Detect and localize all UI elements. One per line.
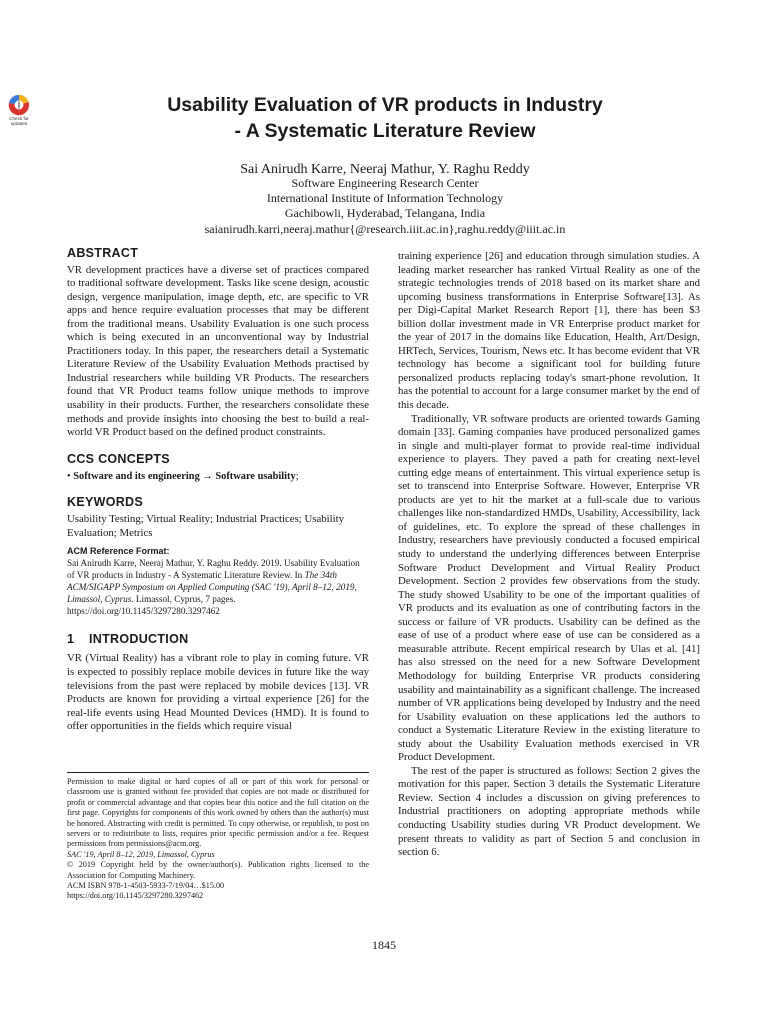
ccs-heading: CCS CONCEPTS xyxy=(67,451,170,466)
page-number: 1845 xyxy=(372,938,396,952)
keywords-heading: KEYWORDS xyxy=(67,494,144,509)
affiliation-block xyxy=(100,176,670,237)
title-line-2: - A Systematic Literature Review xyxy=(234,120,536,142)
author-list: Sai Anirudh Karre, Neeraj Mathur, Y. Raghu Reddy xyxy=(240,162,530,177)
introduction-heading: 1 INTRODUCTION xyxy=(67,631,189,646)
acm-reference-heading: ACM Reference Format: xyxy=(67,546,170,557)
left-column xyxy=(67,247,369,734)
affiliation-line: Software Engineering Research Center xyxy=(291,176,479,190)
isbn-line: ACM ISBN 978-1-4503-5933-7/19/04…$15.00 xyxy=(67,881,225,891)
title-line-1: Usability Evaluation of VR products in Industry xyxy=(167,94,603,116)
introduction-paragraph: VR (Virtual Reality) has a vibrant role to play in coming future. VR is expected to possibly replace mobile devices in future like the way televisions from the past were replaced by mobile devices [13]. VR Products are known for providing a virtual experience [26] for the real-life events using Head Mounted Devices (HMD). It is found to offer opportunities in the fields which require visual xyxy=(67,652,369,733)
body-paragraph: The rest of the paper is structured as follows: Section 2 gives the motivation for this paper. Section 3 details the Systematic Literature Review. Section 4 includes a discussion on giving preferences to Industrial practitioners on adopting appropriate methods while conducting Usability studies during VR Product development. We present threats to validity as part of Section 5 and conclusion in section 6. xyxy=(398,764,700,859)
copyright-notice: © 2019 Copyright held by the owner/author(s). Publication rights licensed to the Association for Computing Machinery. xyxy=(67,860,369,880)
venue-line: SAC '19, April 8–12, 2019, Limassol, Cyprus xyxy=(67,849,215,859)
body-paragraph: Traditionally, VR software products are oriented towards Gaming domain [33]. Gaming companies have produced personalized games in single and multi-player format to provide real-time individual experience to players. They paved a path for creating next-level cutting edge means of entertainment. This virtual experience setup is set to transcend into Enterprise Software. However, Enterprise VR products are yet to hit the market at a full-scale due to various challenges like non-standardized HMDs, Usability, Accessibility, lack of guidelines, etc. To explore the spread of these challenges in Industry, researchers have previously conducted a focused empirical study to understand the underlying differences between Enterprise Software Product Development and Virtual Reality Product Development. Section 2 provides few observations from the study. The study showed Usability to be one of the important qualities of VR products and its evaluation as one of contributing factors in the success or failure of VR products. Usability can be defined as the ease of use of a product where ease of use can be considered as a measurable attribute. Recent empirical research by Ulas et al. [41] has also stressed on the need for a new Software Development Methodology for building Enterprise VR products considering usability and maintainability as a significant challenge. The increased number of VR applications being developed by Industry and the need for Usability evaluation on these applications led the authors to conduct a Systematic Literature Review in the existing literature to study about the Usability Evaluation methods exercised in VR Product Development. xyxy=(398,412,700,764)
ccs-concept: Software and its engineering → Software usability xyxy=(73,471,296,483)
crossmark-icon xyxy=(4,93,34,117)
author-emails: saianirudh.karri,neeraj.mathur{@research.iiit.ac.in},raghu.reddy@iiit.ac.in xyxy=(204,221,566,236)
keywords-text: Usability Testing; Virtual Reality; Industrial Practices; Usability Evaluation; Metrics xyxy=(67,513,345,539)
permission-notice: Permission to make digital or hard copies of all or part of this work for personal or classroom use is granted without fee provided that copies are not made or distributed for profit or commercial advantage and that copies bear this notice and the full citation on the first page. Copyrights for components of this work owned by others than the author(s) must be honored. Abstracting with credit is permitted. To copy otherwise, or republish, to post on servers or to redistribute to lists, requires prior specific permission and/or a fee. Request permissions from permissions@acm.org. xyxy=(67,777,369,849)
body-paragraph: training experience [26] and education through simulation studies. A leading market researcher has ranked Virtual Reality as one of the strategic technologies trends of 2018 based on its market share and upcoming business transformations in Enterprise Software[13]. As per Digi-Capital Market Research Report [1], there has been $3 billion dollar investment made in VR Enterprise product market for the year of 2017 in the domains like Education, Health, Art/Design, HRTech, Services, Tourism, News etc. It has become evident that VR technology has become a significant tool for building future personalized products replacing today's smart-phone revolution. It has the potential to account for a large consumer market by the end of this decade. xyxy=(398,250,700,412)
badge-label: Check for updates xyxy=(9,116,29,126)
paper-title xyxy=(90,92,680,144)
affiliation-line: International Institute of Information Technology xyxy=(266,191,504,206)
check-for-updates-badge[interactable] xyxy=(4,93,34,127)
affiliation-line: Gachibowli, Hyderabad, Telangana, India xyxy=(284,206,486,221)
ccs-concepts: • Software and its engineering → Software usability; xyxy=(67,471,299,483)
footnote-block xyxy=(67,777,369,902)
doi-link[interactable]: https://doi.org/10.1145/3297280.3297462 xyxy=(67,891,204,901)
footnote-divider xyxy=(67,772,369,773)
abstract-heading: ABSTRACT xyxy=(67,246,139,260)
acm-reference-text: Sai Anirudh Karre, Neeraj Mathur, Y. Raghu Reddy. 2019. Usability Evaluation of VR products in Industry - A Systematic Literature Review. In The 34th ACM/SIGAPP Symposium on Applied Computing (SAC '19), April 8–12, 2019, Limassol, Cyprus. Limassol, Cyprus, 7 pages. https://doi.org/10.1145/3297280.3297462 xyxy=(67,558,360,617)
abstract-text: VR development practices have a diverse set of practices compared to traditional software development. Tasks like scene design, acoustic design, vergence manipulation, image depth, etc. are specific to VR apps and hence require evaluation processes that may be different from the traditional means. Usability Evaluation is one such process which is being executed in an unconventional way by Industrial Practitioners today. In this paper, the researchers detail a Systematic Literature Review of the Usability Evaluation Methods practised by Industrial researchers while building VR Products. The researchers found that VR Product teams follow unique methods to improve usability in their products. Further, the researchers consolidate these methods and provide insights into choosing the best to build a real-world VR Product based on the defined product constraints. xyxy=(67,263,369,439)
right-column xyxy=(398,250,700,860)
